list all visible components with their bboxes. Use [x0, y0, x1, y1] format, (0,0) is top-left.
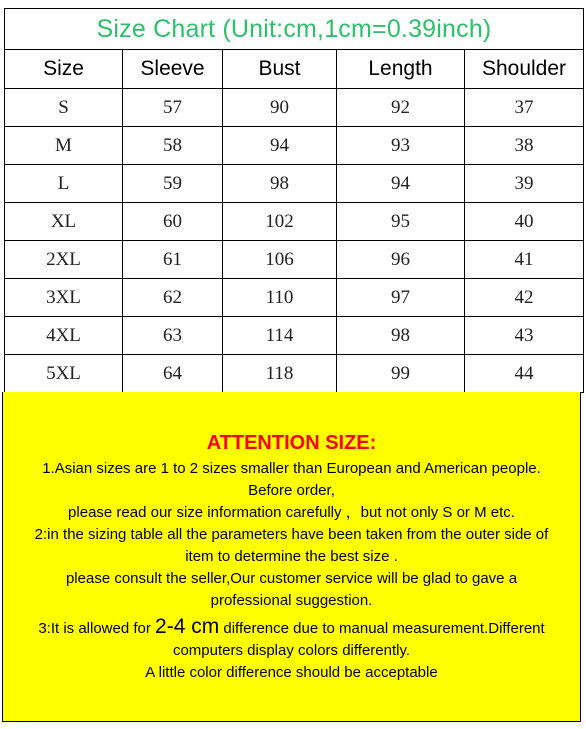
size-chart-table — [4, 8, 584, 393]
table-row — [5, 279, 584, 317]
notice-line: professional suggestion. — [210, 592, 373, 609]
notice-line: Before order, — [248, 482, 335, 499]
notice-line: A little color difference should be acceptable — [145, 664, 438, 681]
table-cell: 94 — [337, 165, 465, 203]
notice-line: please consult the seller,Our customer service will be glad to gave a — [65, 570, 518, 587]
notice-line: 1.Asian sizes are 1 to 2 sizes smaller than European and American people. — [42, 460, 541, 477]
table-cell: 40 — [465, 203, 584, 241]
attention-heading: ATTENTION SIZE: — [206, 432, 377, 454]
table-cell: 114 — [223, 317, 337, 355]
table-cell: 3XL — [5, 279, 123, 317]
notice-line — [3, 616, 580, 640]
attention-notice — [2, 392, 581, 722]
table-cell: M — [5, 127, 123, 165]
table-cell: S — [5, 89, 123, 127]
table-cell: 58 — [123, 127, 223, 165]
table-cell: 98 — [337, 317, 465, 355]
table-cell: 44 — [465, 355, 584, 393]
table-cell: 62 — [123, 279, 223, 317]
table-cell: 37 — [465, 89, 584, 127]
table-cell: 94 — [223, 127, 337, 165]
table-row — [5, 317, 584, 355]
column-header: Shoulder — [465, 50, 584, 89]
table-row — [5, 203, 584, 241]
table-cell: 102 — [223, 203, 337, 241]
table-cell: 57 — [123, 89, 223, 127]
table-cell: L — [5, 165, 123, 203]
notice-line: computers display colors differently. — [172, 642, 411, 659]
table-cell: 2XL — [5, 241, 123, 279]
notice-text: 3:It is allowed for — [38, 620, 156, 637]
table-cell: 106 — [223, 241, 337, 279]
notice-line: 2:in the sizing table all the parameters have been taken from the outer side of — [34, 526, 549, 543]
table-cell: 43 — [465, 317, 584, 355]
table-cell: XL — [5, 203, 123, 241]
table-cell: 97 — [337, 279, 465, 317]
table-cell: 96 — [337, 241, 465, 279]
table-cell: 110 — [223, 279, 337, 317]
table-cell: 95 — [337, 203, 465, 241]
table-row — [5, 241, 584, 279]
table-cell: 61 — [123, 241, 223, 279]
table-cell: 93 — [337, 127, 465, 165]
table-cell: 99 — [337, 355, 465, 393]
table-cell: 98 — [223, 165, 337, 203]
table-cell: 92 — [337, 89, 465, 127]
table-cell: 39 — [465, 165, 584, 203]
header-row — [5, 50, 584, 89]
table-cell: 59 — [123, 165, 223, 203]
column-header: Bust — [223, 50, 337, 89]
notice-text: difference due to manual measurement.Different — [219, 620, 545, 637]
table-cell: 90 — [223, 89, 337, 127]
table-cell: 5XL — [5, 355, 123, 393]
table-row — [5, 165, 584, 203]
table-cell: 4XL — [5, 317, 123, 355]
title-row — [5, 9, 584, 50]
table-row — [5, 355, 584, 393]
column-header: Sleeve — [123, 50, 223, 89]
table-cell: 118 — [223, 355, 337, 393]
column-header: Size — [5, 50, 123, 89]
notice-line: please read our size information carefully ，but not only S or M etc. — [68, 504, 515, 521]
table-row — [5, 127, 584, 165]
tolerance-value: 2-4 cm — [155, 615, 220, 638]
table-title: Size Chart (Unit:cm,1cm=0.39inch) — [5, 9, 584, 50]
table-cell: 41 — [465, 241, 584, 279]
table-cell: 38 — [465, 127, 584, 165]
table-cell: 64 — [123, 355, 223, 393]
column-header: Length — [337, 50, 465, 89]
table-cell: 60 — [123, 203, 223, 241]
table-row — [5, 89, 584, 127]
table-body — [5, 89, 584, 393]
table-cell: 42 — [465, 279, 584, 317]
table-cell: 63 — [123, 317, 223, 355]
notice-line: item to determine the best size . — [185, 548, 398, 565]
